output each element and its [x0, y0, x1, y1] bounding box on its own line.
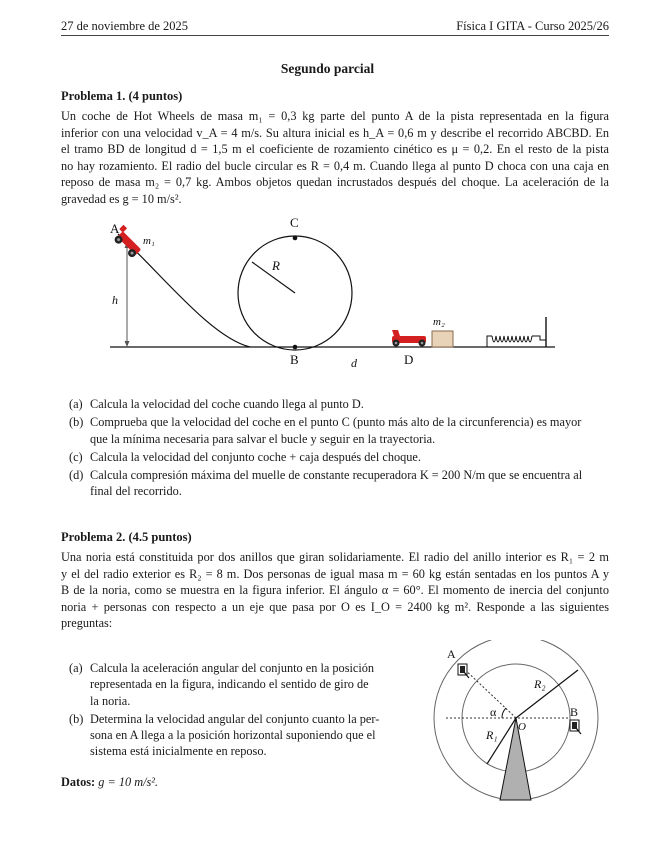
- spring-icon: [487, 317, 546, 347]
- statement-line: gravedad es g = 10 m/s².: [61, 191, 182, 206]
- statement-line: Un coche de Hot Wheels de masa m₁ = 0,3 kg parte del punto A de la pista representada en la figura: [61, 109, 609, 123]
- statement-line: inferior con una velocidad v_A = 4 m/s. Su altura inicial es h_A = 0,6 m y describe el recorrido ABCBD. En: [61, 125, 609, 140]
- statement-line: y el del radio exterior es R₂ = 8 m. Dos personas de igual masa m = 60 kg están sentadas en los puntos A y: [61, 566, 609, 581]
- datos-value: g = 10 m/s².: [98, 775, 159, 789]
- statement-line: B de la noria, como se muestra en la figura inferior. El ángulo α = 60°. El momento de inercia del conjunto: [61, 583, 609, 598]
- label-r1: R₁: [486, 728, 498, 742]
- datos-label: Datos:: [61, 775, 96, 789]
- problem1-questions: [69, 396, 609, 502]
- question-b: (b) Comprueba que la velocidad del coche en el punto C (punto más alto de la circunferencia) es mayor que la mínima necesaria para salvar el bucle y seguir en la trayectoria.: [69, 415, 582, 446]
- person-a-icon: [458, 664, 469, 678]
- problem1-heading: Problema 1. (4 puntos): [61, 89, 183, 103]
- label-o: O: [518, 721, 526, 733]
- ferris-wheel-figure: [420, 640, 620, 815]
- label-a: A: [110, 221, 120, 236]
- label-r2: R₂: [534, 677, 546, 691]
- datos: [61, 775, 158, 790]
- exam-title: Segundo parcial: [280, 61, 375, 76]
- question-a: (a) Calcula la aceleración angular del conjunto en la posición representada en la figura, indicando el sentido de giro de la noria.: [69, 661, 375, 708]
- statement-line: reposo de masa m₂ = 0,7 kg. Ambos objetos quedan incrustados después del choque. La aceleración de la: [61, 175, 609, 190]
- car-at-d-icon: [392, 330, 426, 347]
- label-a: A: [447, 647, 456, 661]
- statement-line: preguntas:: [61, 616, 113, 631]
- label-b: B: [290, 352, 299, 367]
- problem1-statement: [61, 108, 609, 208]
- page-header: [61, 19, 609, 36]
- track-figure: [100, 212, 560, 377]
- question-a: (a) Calcula la velocidad del coche cuando llega al punto D.: [69, 397, 364, 411]
- question-d: (d) Calcula compresión máxima del muelle de constante recuperadora K = 200 N/m que se encuentra al final del recorrido.: [69, 468, 583, 499]
- problem2-heading: Problema 2. (4.5 puntos): [61, 530, 192, 544]
- label-b: B: [570, 705, 579, 719]
- box-icon: [432, 331, 453, 347]
- label-m2: m₂: [433, 316, 445, 328]
- header-date: 27 de noviembre de 2025: [61, 19, 189, 33]
- label-d: D: [404, 352, 414, 367]
- label-h: h: [112, 293, 118, 307]
- statement-line: noria + personas con respecto a un eje que pasa por O es I_O = 2400 kg m². Responde a las siguientes: [61, 599, 609, 614]
- statement-line: no hay rozamiento. El radio del bucle circular es R = 0,4 m. Cuando llega al punto D choca con una caja en: [61, 158, 609, 173]
- header-course: Física I GITA - Curso 2025/26: [456, 19, 609, 33]
- problem2-questions: [69, 660, 399, 762]
- statement-line: Una noria está constituida por dos anillos que giran solidariamente. El radio del anillo interior es R₁ = 2 m: [61, 550, 609, 564]
- label-m1: m₁: [143, 235, 155, 247]
- question-c: (c) Calcula la velocidad del conjunto coche + caja después del choque.: [69, 449, 421, 464]
- label-c: C: [290, 215, 299, 230]
- label-alpha: α: [490, 705, 497, 719]
- statement-line: el tramo BD de longitud d = 1,5 m el coeficiente de rozamiento cinético es μ = 0,2. En el resto de la pista: [61, 142, 609, 157]
- label-r: R: [272, 258, 280, 273]
- problem2-statement: [61, 549, 609, 632]
- question-b: (b) Determina la velocidad angular del conjunto cuanto la per- sona en A llega a la posición horizontal suponiendo que el sistema está inicialmente en reposo.: [69, 711, 380, 759]
- label-d-length: d: [351, 356, 357, 370]
- person-b-icon: [570, 720, 581, 734]
